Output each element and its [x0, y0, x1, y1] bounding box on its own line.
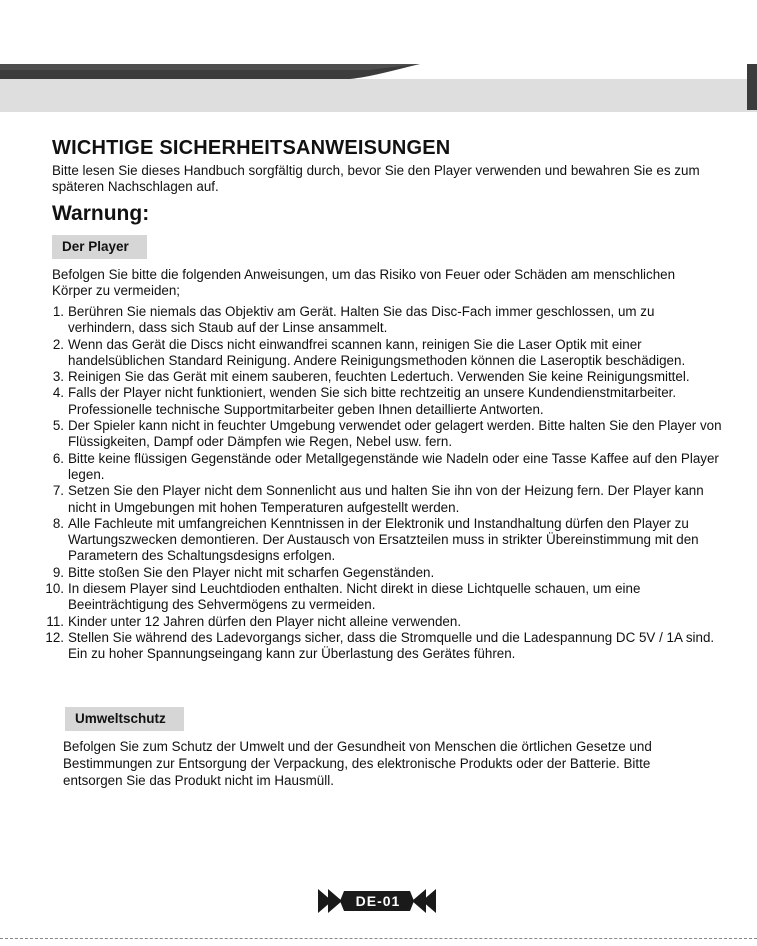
right-arrow-icon	[328, 889, 342, 913]
list-item	[36, 337, 724, 370]
list-item	[36, 581, 724, 614]
list-number: 4.	[52, 385, 64, 401]
list-number: 11.	[46, 613, 64, 629]
list-text: Setzen Sie den Player nicht dem Sonnenlicht aus und halten Sie ihn von der Heizung fern. Der Player kann nicht in Umgebungen mit hohen Temperaturen aufgestellt werden.	[68, 483, 704, 515]
header-light-band	[0, 79, 757, 112]
warning-heading: Warnung:	[52, 202, 150, 225]
list-number: 6.	[52, 450, 64, 466]
list-number: 5.	[52, 418, 64, 434]
header-right-edge	[747, 64, 757, 110]
list-text: Der Spieler kann nicht in feuchter Umgebung verwendet oder gelagert werden. Bitte halten Sie den Player von Flüssigkeiten, Dampf oder Dämpfen wie Regen, Nebel usw. fern.	[68, 418, 722, 450]
list-item	[36, 369, 724, 385]
left-arrow-icon	[412, 889, 426, 913]
list-item	[36, 451, 724, 484]
page-title: WICHTIGE SICHERHEITSANWEISUNGEN	[52, 137, 451, 159]
list-item	[36, 516, 724, 565]
list-text: Bitte stoßen Sie den Player nicht mit scharfen Gegenständen.	[68, 564, 435, 580]
list-text: Alle Fachleute mit umfangreichen Kenntnissen in der Elektronik und Instandhaltung dürfen den Player zu Wartungszwecken demontieren. Der Austausch von Ersatzteilen muss in strikter Übereinstimmung mit den Parametern des Schaltungsdesigns erfolgen.	[68, 515, 699, 564]
list-text: Falls der Player nicht funktioniert, wenden Sie sich bitte rechtzeitig an unsere Kundendienstmitarbeiter. Professionelle technische Supportmitarbeiter geben Ihnen detaillierte Antworten.	[68, 385, 677, 417]
list-number: 3.	[52, 369, 64, 385]
list-text: Bitte keine flüssigen Gegenstände oder Metallgegenstände wie Nadeln oder eine Tasse Kaffee auf den Player legen.	[68, 450, 719, 482]
header-highlight	[0, 64, 420, 70]
intro-paragraph: Bitte lesen Sie dieses Handbuch sorgfältig durch, bevor Sie den Player verwenden und bewahren Sie es zum späteren Nachschlagen auf.	[52, 163, 700, 194]
list-text: Berühren Sie niemals das Objektiv am Gerät. Halten Sie das Disc-Fach immer geschlossen, um zu verhindern, dass sich Staub auf der Linse ansammelt.	[68, 304, 655, 336]
header-band	[0, 0, 757, 112]
list-number: 8.	[52, 515, 64, 531]
list-item	[36, 565, 724, 581]
list-number: 7.	[52, 483, 64, 499]
player-intro: Befolgen Sie bitte die folgenden Anweisungen, um das Risiko von Feuer oder Schäden am menschlichen Körper zu vermeiden;	[52, 267, 676, 298]
section-tab-player: Der Player	[52, 235, 147, 259]
list-item	[36, 385, 724, 418]
list-text: Kinder unter 12 Jahren dürfen den Player nicht alleine verwenden.	[68, 613, 462, 629]
list-number: 2.	[52, 336, 64, 352]
list-text: Wenn das Gerät die Discs nicht einwandfrei scannen kann, reinigen Sie die Laser Optik mit einer handelsüblichen Standard Reinigung. Andere Reinigungsmethoden können die Laseroptik beschädigen.	[68, 336, 686, 368]
page-number: DE-01	[355, 893, 401, 909]
environment-paragraph: Befolgen Sie zum Schutz der Umwelt und der Gesundheit von Menschen die örtlichen Gesetze und Bestimmungen zur Entsorgung der Verpackung, des elektronische Produkts oder der Batterie. Bitte entsorgen Sie das Produkt nicht im Hausmüll.	[63, 739, 652, 788]
list-text: Reinigen Sie das Gerät mit einem sauberen, feuchten Ledertuch. Verwenden Sie keine Reinigungsmittel.	[68, 369, 690, 385]
list-number: 9.	[52, 564, 64, 580]
list-text: In diesem Player sind Leuchtdioden enthalten. Nicht direkt in diese Lichtquelle schauen, um eine Beeinträchtigung des Sehvermögens zu vermeiden.	[68, 581, 641, 613]
safety-rules-list	[36, 304, 724, 663]
list-item	[36, 614, 724, 630]
list-number: 10.	[45, 581, 64, 597]
list-item	[36, 418, 724, 451]
list-item	[36, 483, 724, 516]
list-item	[36, 630, 724, 663]
bottom-divider	[0, 938, 757, 939]
list-number: 1.	[52, 304, 64, 319]
list-item	[36, 304, 724, 337]
list-number: 12.	[45, 629, 64, 645]
section-tab-environment: Umweltschutz	[65, 707, 184, 731]
list-text: Stellen Sie während des Ladevorgangs sicher, dass die Stromquelle und die Ladespannung DC 5V / 1A sind. Ein zu hoher Spannungseingang kann zur Überlastung des Gerätes führen.	[68, 629, 715, 662]
